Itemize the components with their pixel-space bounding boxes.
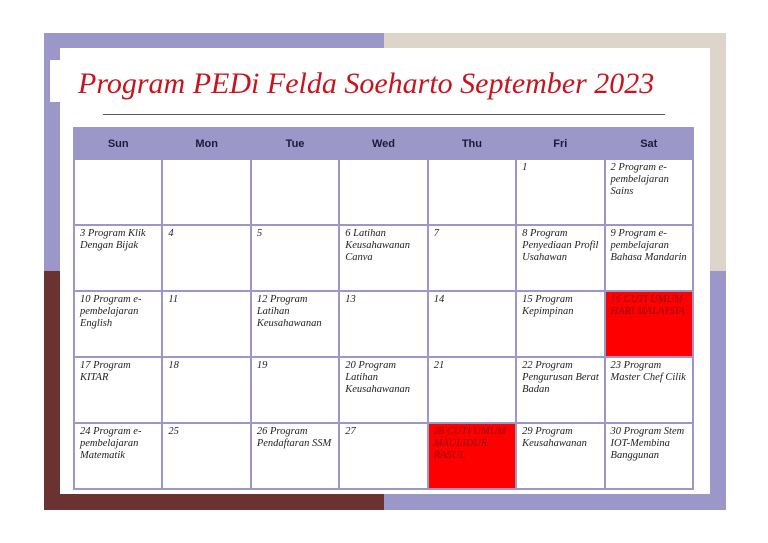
weekday-header-sun: Sun: [74, 128, 162, 159]
day-cell: 20 Program Latihan Keusahawanan: [339, 357, 427, 423]
title-divider: [103, 114, 665, 115]
week-row: [74, 159, 693, 225]
day-cell: 21: [428, 357, 516, 423]
day-cell: 11: [162, 291, 250, 357]
calendar-grid: [73, 127, 694, 490]
day-cell: 8 Program Penyediaan Profil Usahawan: [516, 225, 604, 291]
day-cell: 15 Program Kepimpinan: [516, 291, 604, 357]
weekday-header-fri: Fri: [516, 128, 604, 159]
holiday-cell: 16 CUTI UMUM HARI MALAYSIA: [605, 291, 693, 357]
day-cell: [339, 159, 427, 225]
week-row: [74, 291, 693, 357]
day-cell: [251, 159, 339, 225]
day-cell: 4: [162, 225, 250, 291]
day-cell: 27: [339, 423, 427, 489]
day-cell: 1: [516, 159, 604, 225]
day-cell: 22 Program Pengurusan Berat Badan: [516, 357, 604, 423]
day-cell: 6 Latihan Keusahawanan Canva: [339, 225, 427, 291]
page-title: Program PEDi Felda Soeharto September 2023: [78, 67, 655, 100]
week-row: [74, 225, 693, 291]
day-cell: 7: [428, 225, 516, 291]
day-cell: 3 Program Klik Dengan Bijak: [74, 225, 162, 291]
day-cell: 13: [339, 291, 427, 357]
day-cell: 29 Program Keusahawanan: [516, 423, 604, 489]
day-cell: 5: [251, 225, 339, 291]
day-cell: 17 Program KITAR: [74, 357, 162, 423]
week-row: [74, 357, 693, 423]
day-cell: 14: [428, 291, 516, 357]
day-cell: 30 Program Stem IOT-Membina Banggunan: [605, 423, 693, 489]
weekday-header-row: [74, 128, 693, 159]
day-cell: 12 Program Latihan Keusahawanan: [251, 291, 339, 357]
day-cell: 9 Program e-pembelajaran Bahasa Mandarin: [605, 225, 693, 291]
day-cell: 18: [162, 357, 250, 423]
holiday-cell: 28 CUTI UMUM MAULIDUR RASUL: [428, 423, 516, 489]
day-cell: 26 Program Pendaftaran SSM: [251, 423, 339, 489]
weekday-header-tue: Tue: [251, 128, 339, 159]
week-row: [74, 423, 693, 489]
day-cell: 23 Program Master Chef Cilik: [605, 357, 693, 423]
weekday-header-sat: Sat: [605, 128, 693, 159]
weekday-header-mon: Mon: [162, 128, 250, 159]
weekday-header-wed: Wed: [339, 128, 427, 159]
day-cell: 25: [162, 423, 250, 489]
weekday-header-thu: Thu: [428, 128, 516, 159]
day-cell: 24 Program e-pembelajaran Matematik: [74, 423, 162, 489]
day-cell: 2 Program e-pembelajaran Sains: [605, 159, 693, 225]
day-cell: [74, 159, 162, 225]
day-cell: 10 Program e-pembelajaran English: [74, 291, 162, 357]
title-tab: [50, 60, 70, 102]
day-cell: [428, 159, 516, 225]
day-cell: [162, 159, 250, 225]
day-cell: 19: [251, 357, 339, 423]
